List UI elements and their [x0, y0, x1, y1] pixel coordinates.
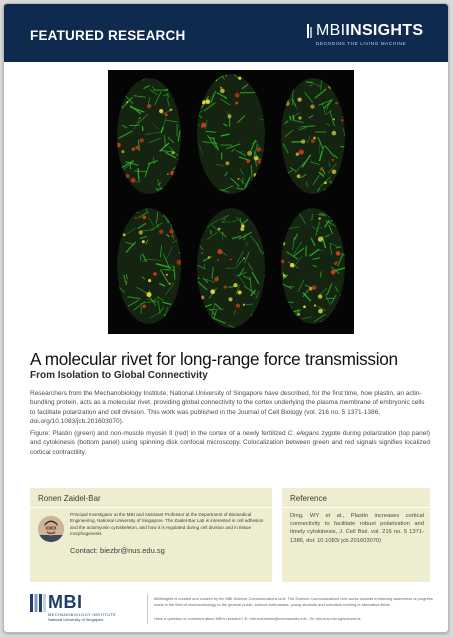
- contact-email[interactable]: biezbr@nus.edu.sg: [100, 546, 165, 555]
- reference-text: Ding, WY et al., Plastin increases cortical connectivity to facilitate robust polarization and timely cytokinesis, J. Cell Biol. vol. 216 no. 5 1371-1386, doi: 10.1083/ jcb.201603070): [290, 513, 424, 544]
- section-title: FEATURED RESEARCH: [30, 28, 186, 43]
- caption-species: C. elegans: [287, 430, 320, 437]
- researcher-bio: Principal Investigator at the MBI and Assistant Professor at the Department of Biomedical Engineering, National University of Singapore. The Zaidel-Bar Lab is interested in cell adhesion and the actomyosin cytoskeleton, and how it is regulated during cell division and in tissue morphogenesis.: [70, 512, 264, 536]
- footer-contact[interactable]: Have a question or comment about MBI's research? E: mbi-scicomms@mechanobio.info ; W: mbi.nus.edu.sg/scicomms: [154, 616, 361, 621]
- caption-text-end: zygote during polarization (top panel) and cytokinesis (bottom panel) using spinning disk confocal microscopy. Colocalization between green and red signals signifies localized cortical contractility.: [30, 430, 430, 456]
- logo-university: National University of Singapore: [48, 617, 104, 622]
- article-title: A molecular rivet for long-range force transmission: [30, 349, 398, 369]
- logo-letters: MBI: [48, 592, 83, 612]
- cell-panel: [185, 70, 267, 194]
- reference-card: [282, 488, 430, 582]
- contact-label: Contact:: [70, 546, 98, 555]
- brand-name: INSIGHTS: [345, 22, 424, 39]
- reference-heading: Reference: [282, 488, 430, 508]
- poster-page: [3, 3, 449, 633]
- micrograph-figure: [108, 70, 354, 334]
- researcher-card: [30, 488, 272, 582]
- micrograph-image: [108, 70, 354, 334]
- logo-mark-icon: [307, 24, 313, 38]
- cell-panel: [274, 199, 353, 324]
- contact-line: [70, 546, 165, 555]
- person-portrait-icon: [38, 516, 64, 542]
- cell-panel: [110, 73, 189, 194]
- brand-prefix: MBI: [316, 22, 346, 39]
- mbi-footer-logo: [30, 592, 140, 624]
- figure-caption: [30, 429, 430, 457]
- brand-tagline: DECODING THE LIVING MACHINE: [316, 41, 407, 46]
- caption-text: Figure: Plastin (green) and non-muscle myosin II (red) in the cortex of a newly fertilized: [30, 430, 288, 437]
- footer-note: MBInsights is created and curated by the MBI Science Communications Unit. The Science Communications Unit works towards enhancing awareness of progress made in the field of mechanobiology to the general public, science enthusiasts, young students and scientists working in alternative fields.: [154, 596, 433, 607]
- cell-panel: [117, 208, 187, 327]
- footer-divider: [147, 594, 148, 624]
- article-subtitle: From Isolation to Global Connectivity: [30, 370, 208, 381]
- article-paragraph: Researchers from the Mechanobiology Institute, National University of Singapore have described, for the first time, how plastin, an actin-bundling protein, acts as a molecular rivet, providing global connectivity to the cortex underlying the plasma membrane of embryonic cells to facilitate polarization and cell division. This work was published in the Journal of Cell Biology (vol. 216 no. 5 1371-1386, doi.org/10.1083/jcb.201603070).: [30, 390, 425, 426]
- researcher-name: Ronen Zaidel-Bar: [30, 488, 272, 508]
- cell-panel: [190, 204, 267, 331]
- mbinsights-logo: [316, 23, 428, 53]
- cell-panel: [268, 70, 354, 204]
- brand-wordmark: [316, 23, 428, 39]
- avatar: [38, 516, 64, 542]
- header-banner: [4, 4, 449, 62]
- logo-institute: MECHANOBIOLOGY INSTITUTE: [48, 612, 117, 617]
- mbi-logo-icon: [30, 594, 46, 612]
